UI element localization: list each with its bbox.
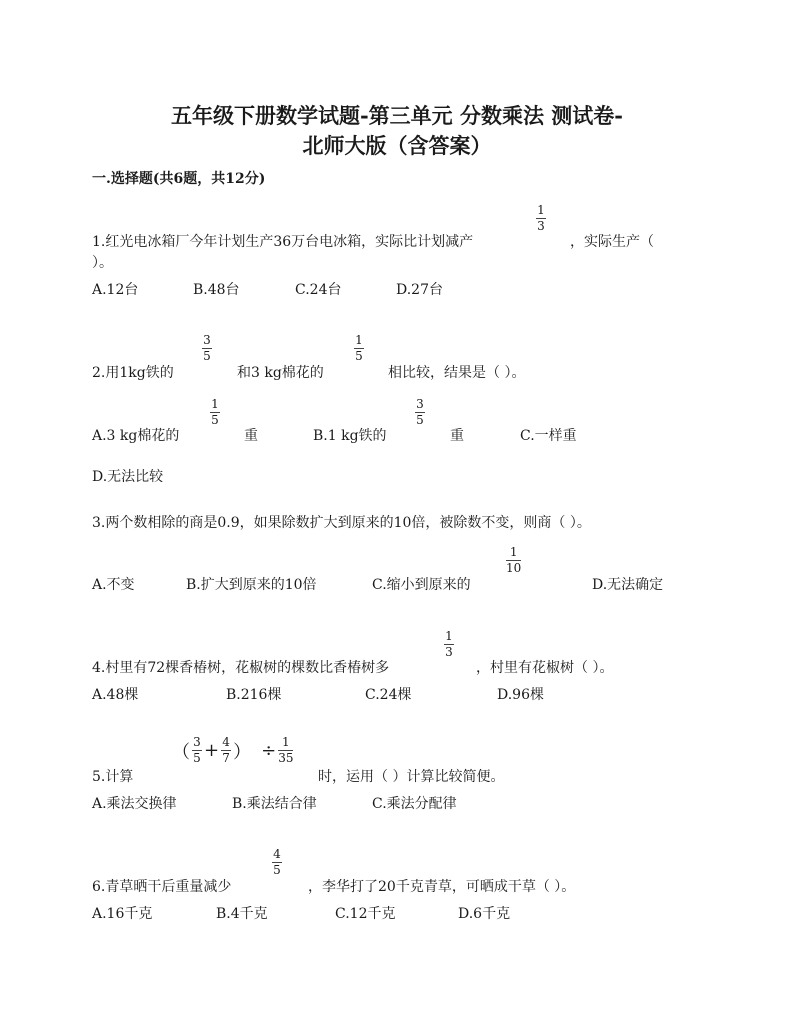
fraction-numerator: 4 [273,847,281,861]
q2-text-end: 相比较，结果是（ ）。 [388,365,526,381]
fraction-denominator: 7 [222,751,230,765]
section-heading: 一.选择题(共6题，共12分) [92,171,266,187]
q5-expression [172,736,295,765]
fraction-numerator: 1 [211,397,219,411]
fraction-denominator: 3 [445,645,453,659]
q1-option-a[interactable]: A.12台 [92,282,139,298]
q4-text: 4.村里有72棵香椿树，花椒树的棵数比香椿树多 [92,660,390,676]
q3-option-c-fraction [506,546,521,575]
q6-option-c[interactable]: C.12千克 [335,906,396,922]
q2-option-d[interactable]: D.无法比较 [92,469,164,485]
q4-option-a[interactable]: A.48棵 [92,687,139,703]
page-title-line1: 五年级下册数学试题-第三单元 分数乘法 测试卷- [170,103,624,128]
fraction-denominator: 5 [416,413,424,427]
q5-option-b[interactable]: B.乘法结合律 [232,796,317,812]
fraction-denominator: 5 [355,349,363,363]
left-paren: （ [172,741,190,763]
fraction-denominator: 35 [278,751,294,765]
q2-option-a-label: A.3 kg棉花的 [92,428,180,444]
fraction-numerator: 1 [537,203,545,217]
fraction-numerator: 1 [282,735,290,749]
q4-option-b[interactable]: B.216棵 [226,687,282,703]
q4-text-end: ，村里有花椒树（ ）。 [476,660,614,676]
q2-option-a-suffix: 重 [244,428,258,444]
fraction-denominator: 3 [537,219,545,233]
fraction-denominator: 5 [193,751,201,765]
q6-option-d[interactable]: D.6千克 [458,906,511,922]
q6-fraction [272,848,282,877]
q2-option-b-suffix: 重 [450,428,464,444]
right-paren: ） [233,741,252,763]
q1-text-wrap: ）。 [92,255,113,271]
fraction-numerator: 1 [445,629,453,643]
q5-text-end: 时，运用（ ）计算比较简便。 [318,769,505,785]
q4-fraction [444,630,454,659]
q2-fraction-1 [202,334,212,363]
q5-option-c[interactable]: C.乘法分配律 [372,796,457,812]
q1-text-end: ，实际生产（ [570,234,654,250]
divide-sign: ÷ [261,740,277,761]
fraction-denominator: 5 [273,863,281,877]
fraction-denominator: 5 [211,413,219,427]
q3-text: 3.两个数相除的商是0.9，如果除数扩大到原来的10倍，被除数不变，则商（ ）。 [92,515,591,531]
q2-fraction-2 [354,334,364,363]
q2-option-a[interactable] [92,425,179,445]
fraction-denominator: 5 [203,349,211,363]
q2-option-b-label: B.1 kg铁的 [313,428,387,444]
q2-option-b-fraction [415,398,425,427]
q5-fraction-2 [221,736,231,765]
q1-option-b[interactable]: B.48台 [193,282,240,298]
q1-fraction [536,204,546,233]
q3-option-c[interactable]: C.缩小到原来的 [372,577,471,593]
q5-text: 5.计算 [92,769,134,785]
q1-option-d[interactable]: D.27台 [396,282,443,298]
q5-fraction-3 [278,736,293,765]
q1-option-c[interactable]: C.24台 [295,282,342,298]
q3-option-b[interactable]: B.扩大到原来的10倍 [186,577,317,593]
q3-option-a[interactable]: A.不变 [92,577,135,593]
plus-sign: + [204,740,220,761]
q2-text: 2.用1kg铁的 [92,365,174,381]
fraction-numerator: 1 [509,545,518,559]
q6-text: 6.青草晒干后重量减少 [92,879,232,895]
q6-option-a[interactable]: A.16千克 [92,906,153,922]
fraction-numerator: 4 [222,735,230,749]
q2-option-c[interactable]: C.一样重 [520,428,577,444]
q1-text: 1.红光电冰箱厂今年计划生产36万台电冰箱，实际比计划减产 [92,234,474,250]
fraction-numerator: 3 [416,397,424,411]
q2-option-b[interactable] [313,425,387,445]
fraction-numerator: 1 [355,333,363,347]
page-title-line2: 北师大版（含答案） [302,133,492,158]
q5-option-a[interactable]: A.乘法交换律 [92,796,177,812]
q6-option-b[interactable]: B.4千克 [216,906,268,922]
fraction-numerator: 3 [203,333,211,347]
q5-fraction-1 [192,736,202,765]
fraction-denominator: 10 [506,561,522,575]
q2-text-mid: 和3 kg棉花的 [237,365,324,381]
q4-option-d[interactable]: D.96棵 [497,687,544,703]
q6-text-end: ，李华打了20千克青草，可晒成干草（ ）。 [308,879,576,895]
q4-option-c[interactable]: C.24棵 [365,687,412,703]
q2-option-a-fraction [210,398,220,427]
fraction-numerator: 3 [193,735,201,749]
q3-option-d[interactable]: D.无法确定 [592,577,664,593]
